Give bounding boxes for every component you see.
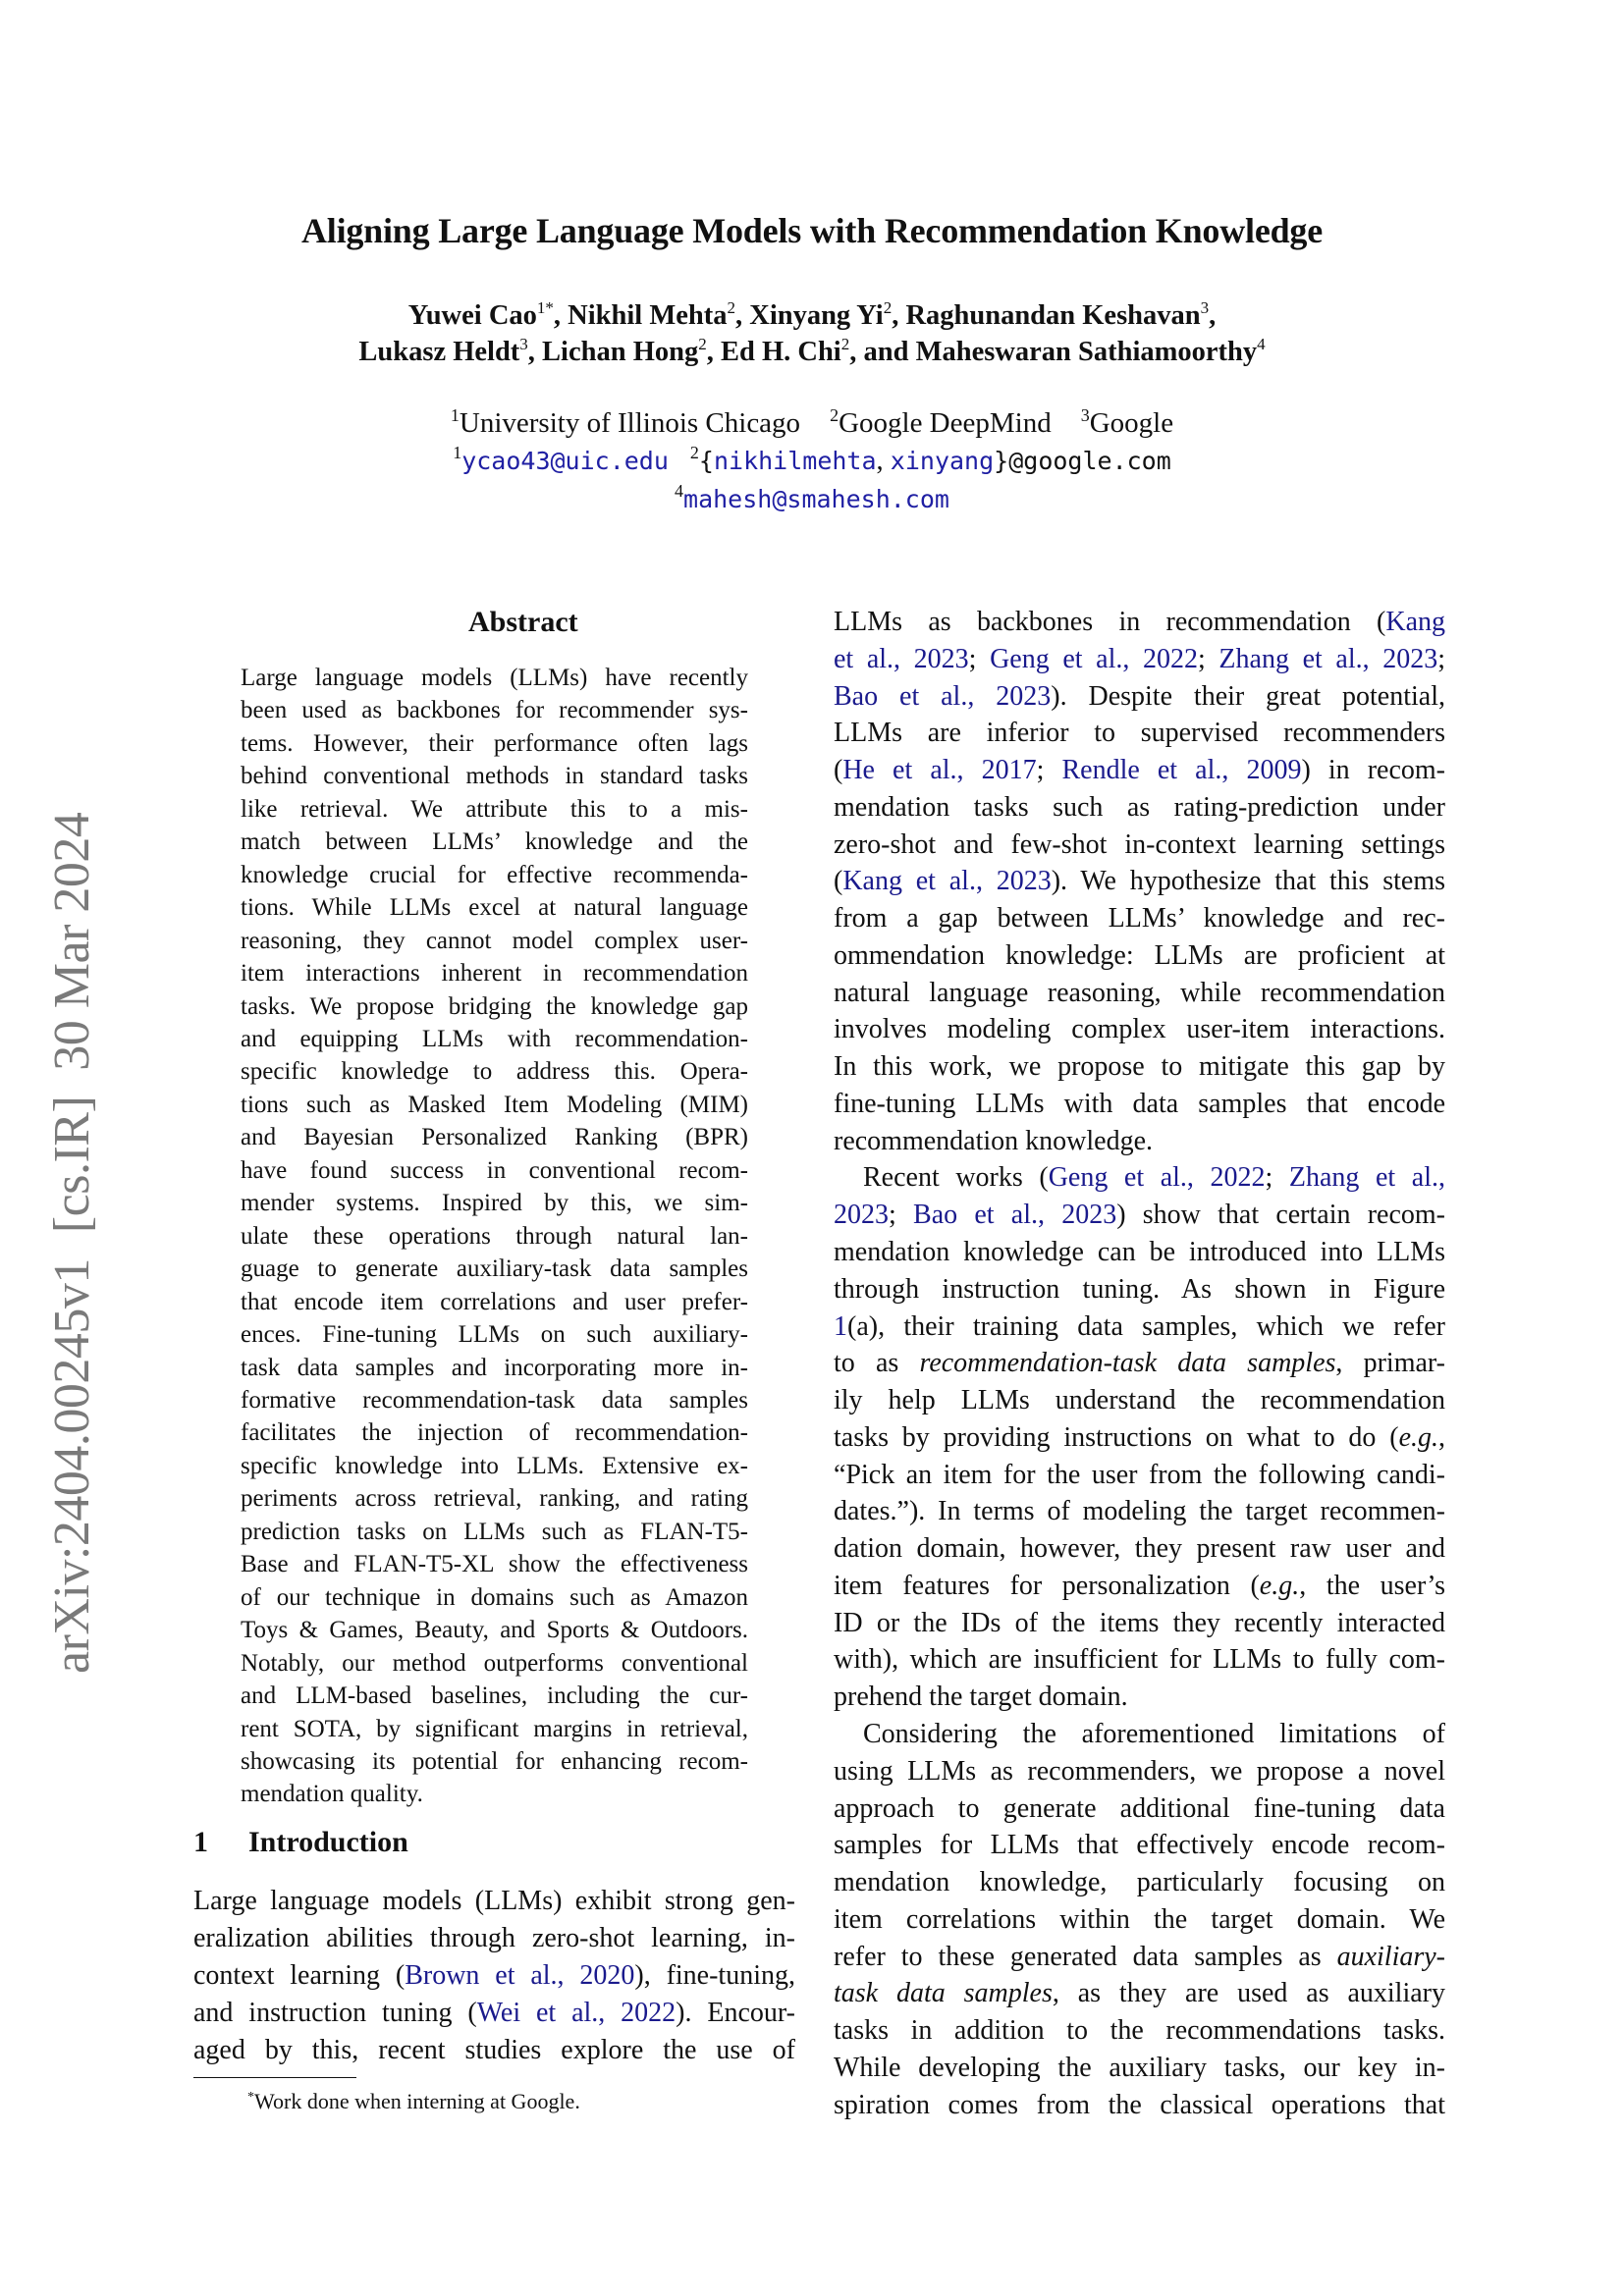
figure-reference-link[interactable]: 1 (834, 1310, 847, 1342)
citation-link[interactable]: Kang et al., 2023 (842, 866, 1052, 897)
text-line (834, 641, 1445, 678)
text-line: dates.”). In terms of modeling the target recommen- (834, 1496, 1445, 1527)
text-line: mendation tasks such as rating-prediction under (834, 791, 1445, 823)
text: item features for personalization ( (834, 1570, 1260, 1601)
author-name: Xinyang Yi (749, 300, 884, 331)
author-mark: 4 (1257, 335, 1266, 353)
arxiv-category: [cs.IR] (44, 1095, 100, 1234)
text: ( (834, 866, 843, 897)
abstract-line: facilitates the injection of recommendation- (241, 1419, 748, 1447)
abstract-line: have found success in conventional recom- (241, 1156, 748, 1184)
text-line: samples for LLMs that effectively encode recom- (834, 1830, 1445, 1861)
text-line: natural language reasoning, while recommendation (834, 977, 1445, 1008)
text-line (834, 1568, 1445, 1605)
abstract-line: ulate these operations through natural lan- (241, 1222, 748, 1250)
abstract-line: Large language models (LLMs) have recently (241, 665, 748, 691)
text-line: involves modeling complex user-item interactions. (834, 1014, 1445, 1045)
email-domain: @google.com (1008, 447, 1171, 475)
abstract-body (241, 662, 748, 1811)
text-line: using LLMs as recommenders, we propose a novel (834, 1755, 1445, 1787)
citation-link[interactable]: Bao et al., 2023 (913, 1200, 1117, 1231)
footnote-divider (193, 2077, 356, 2078)
text: ). We hypothesize that this stems (1051, 866, 1446, 897)
affiliation-mark: 3 (1080, 405, 1090, 425)
abstract-line: that encode item correlations and user prefer- (241, 1288, 748, 1315)
abstract-heading: Abstract (468, 606, 578, 638)
arxiv-date: 30 Mar 2024 (44, 812, 100, 1071)
text-line: aged by this, recent studies explore the use of (193, 2034, 795, 2065)
text: (a), their training data samples, which we refer (847, 1310, 1445, 1342)
text-line (834, 1197, 1445, 1234)
abstract-line: tions such as Masked Item Modeling (MIM) (241, 1091, 748, 1118)
abstract-line: of our technique in domains such as Amazon (241, 1583, 748, 1611)
author-list-line-2: Lukasz Heldt$^3$, Lichan Hong$^2$, Ed H. Chi$^2$, and Maheswaran Sathiamoorthy$^4$ (358, 335, 1266, 367)
brace-close: } (994, 447, 1009, 475)
text: , as they are used as auxiliary (1052, 1978, 1445, 2009)
text: tasks by providing instructions on what to do ( (834, 1421, 1399, 1453)
text: refer to these generated data samples as (834, 1941, 1337, 1972)
author-name: Yuwei Cao (407, 300, 537, 331)
emphasis: auxiliary- (1336, 1941, 1445, 1972)
text-line (834, 752, 1445, 789)
citation-link[interactable]: He et al., 2017 (842, 755, 1037, 786)
text-line: fine-tuning LLMs with data samples that encode (834, 1088, 1445, 1119)
text: and instruction tuning ( (193, 1997, 477, 2028)
abstract-line: item interactions inherent in recommendation (241, 960, 748, 988)
citation-link[interactable]: Brown et al., 2020 (405, 1959, 635, 1991)
email-mark: 4 (675, 481, 684, 501)
citation-link[interactable]: Rendle et al., 2009 (1061, 755, 1302, 786)
affiliation-mark: 1 (450, 405, 460, 425)
text-line: Considering the aforementioned limitations of (863, 1718, 1445, 1749)
abstract-line: and Bayesian Personalized Ranking (BPR) (241, 1124, 748, 1151)
email-link-mahesh[interactable]: mahesh@smahesh.com (683, 485, 949, 513)
section-number: 1 (193, 1826, 208, 1858)
author-mark: 2 (698, 335, 707, 353)
abstract-line: Notably, our method outperforms conventional (241, 1649, 748, 1677)
abstract-line: guage to generate auxiliary-task data samples (241, 1255, 748, 1283)
footnote-mark: * (247, 2090, 254, 2105)
abstract-line: specific knowledge into LLMs. Extensive ex- (241, 1452, 748, 1479)
abstract-line: task data samples and incorporating more in- (241, 1354, 748, 1381)
text-line (193, 1957, 795, 1995)
author-mark: 3 (519, 335, 528, 353)
text: ( (834, 755, 843, 786)
affiliation-name: Google (1089, 407, 1174, 439)
section-heading-introduction (193, 1826, 408, 1859)
citation-link[interactable]: Kang (1385, 607, 1445, 637)
citation-link[interactable]: et al., 2023 (834, 643, 969, 674)
text-line: approach to generate additional fine-tuning data (834, 1792, 1445, 1824)
citation-link[interactable]: Geng et al., 2022 (990, 643, 1199, 674)
text-line (193, 1995, 795, 2032)
text: , (1438, 1421, 1445, 1453)
text: ) in recom- (1301, 755, 1445, 786)
text-line: ommendation knowledge: LLMs are proficient at (834, 939, 1445, 971)
arxiv-id: arXiv:2404.00245v1 (44, 1258, 100, 1674)
text: ; (1437, 643, 1446, 674)
abstract-line: tasks. We propose bridging the knowledge gap (241, 992, 748, 1020)
abstract-line: mender systems. Inspired by this, we sim- (241, 1190, 748, 1217)
abstract-line: rent SOTA, by significant margins in retrieval, (241, 1715, 748, 1742)
abstract-line: like retrieval. We attribute this to a mis- (241, 795, 748, 823)
abstract-line: tions. While LLMs excel at natural language (241, 894, 748, 922)
abstract-line: formative recommendation-task data samples (241, 1386, 748, 1414)
citation-link[interactable]: Geng et al., 2022 (1048, 1162, 1266, 1194)
abstract-line: tems. However, their performance often lags (241, 729, 748, 757)
text: context learning ( (193, 1959, 406, 1991)
abstract-line: mendation quality. (241, 1781, 423, 1808)
text-line (834, 1975, 1445, 2012)
affiliation-name: Google DeepMind (839, 407, 1052, 439)
citation-link[interactable]: Wei et al., 2022 (476, 1997, 677, 2028)
text: ; (1265, 1162, 1289, 1194)
abstract-line: knowledge crucial for effective recommenda- (241, 861, 748, 888)
abstract-line: reasoning, they cannot model complex user- (241, 927, 748, 954)
author-name: Raghunandan Keshavan (905, 300, 1201, 331)
emphasis: e.g. (1259, 1570, 1300, 1601)
citation-link[interactable]: Zhang et al., (1288, 1162, 1446, 1194)
text-line: tasks in addition to the recommendations tasks. (834, 2015, 1445, 2047)
author-mark: 2 (883, 298, 893, 317)
text: ; (968, 643, 991, 674)
text-line (834, 678, 1445, 716)
abstract-line: behind conventional methods in standard tasks (241, 763, 748, 790)
abstract-line: ences. Fine-tuning LLMs on such auxiliary- (241, 1321, 748, 1349)
text-line (834, 604, 1445, 641)
author-name: Lichan Hong (542, 337, 699, 367)
abstract-line: showcasing its potential for enhancing recom- (241, 1747, 748, 1775)
text: ). Encour- (676, 1997, 795, 2028)
text-line: item correlations within the target domain. We (834, 1903, 1445, 1935)
text-line: “Pick an item for the user from the following candi- (834, 1459, 1445, 1490)
text-line: While developing the auxiliary tasks, our key in- (834, 2052, 1445, 2083)
affiliation-name: University of Illinois Chicago (459, 407, 801, 439)
footnote (247, 2089, 580, 2114)
email-line-2 (0, 481, 1624, 515)
citation-link[interactable]: Bao et al., 2023 (834, 680, 1052, 712)
text: Recent works ( (863, 1162, 1049, 1194)
text-line: mendation knowledge can be introduced into LLMs (834, 1237, 1445, 1268)
text-line: dation domain, however, they present raw user and (834, 1533, 1445, 1565)
abstract-line: prediction tasks on LLMs such as FLAN-T5- (241, 1518, 748, 1545)
text-line (834, 1345, 1445, 1382)
abstract-line: and equipping LLMs with recommendation- (241, 1025, 748, 1052)
introduction-right-column (834, 604, 1445, 2123)
abstract-line: Toys & Games, Beauty, and Sports & Outdoors. (241, 1617, 748, 1644)
arxiv-identifier-stamp (43, 702, 102, 1674)
text: ; (889, 1200, 914, 1231)
email-mark: 1 (453, 443, 462, 462)
text-line: with), which are insufficient for LLMs to fully com- (834, 1644, 1445, 1676)
text: ; (1036, 755, 1062, 786)
text-line: prehend the target domain. (834, 1682, 1128, 1713)
text: , the user’s (1299, 1570, 1445, 1601)
text-line: Large language models (LLMs) exhibit strong gen- (193, 1886, 795, 1916)
text: LLMs as backbones in recommendation ( (834, 607, 1386, 637)
citation-link[interactable]: 2023 (834, 1200, 889, 1231)
text-line: from a gap between LLMs’ knowledge and rec- (834, 903, 1445, 934)
author-mark: 1* (536, 298, 554, 317)
email-separator: , (876, 446, 891, 476)
text: to as (834, 1348, 920, 1379)
email-mark: 2 (689, 443, 699, 462)
email-link-ycao[interactable]: ycao43@uic.edu (461, 447, 669, 475)
footnote-text: Work done when interning at Google. (254, 2089, 580, 2113)
author-name: Lukasz Heldt (358, 337, 520, 367)
author-mark: 2 (727, 298, 735, 317)
emphasis: task data samples (834, 1978, 1053, 2009)
author-name: Nikhil Mehta (568, 300, 728, 331)
author-mark: 3 (1200, 298, 1210, 317)
abstract-line: periments across retrieval, ranking, and rating (241, 1485, 748, 1513)
email-line-1 (0, 443, 1624, 477)
emphasis: e.g. (1398, 1421, 1438, 1453)
text: ), fine-tuning, (634, 1959, 795, 1991)
abstract-line: and LLM-based baselines, including the cur- (241, 1682, 748, 1710)
citation-link[interactable]: Zhang et al., 2023 (1218, 643, 1438, 674)
author-mark: 2 (840, 335, 850, 353)
text: ) show that certain recom- (1116, 1200, 1445, 1231)
abstract-line: Base and FLAN-T5-XL show the effectiveness (241, 1551, 748, 1578)
text-line: ID or the IDs of the items they recently interacted (834, 1607, 1445, 1638)
affiliation-mark: 2 (830, 405, 839, 425)
paper-title: Aligning Large Language Models with Recommendation Knowledge (300, 211, 1324, 250)
text-line (834, 1939, 1445, 1976)
text-line: eralization abilities through zero-shot learning, in- (193, 1922, 795, 1953)
text-line: recommendation knowledge. (834, 1125, 1154, 1156)
text-line: LLMs are inferior to supervised recommenders (834, 718, 1445, 749)
text-line: ily help LLMs understand the recommendation (834, 1385, 1445, 1416)
abstract-line: been used as backbones for recommender sys- (241, 697, 748, 724)
author-name: Maheswaran Sathiamoorthy (915, 337, 1258, 367)
section-title: Introduction (248, 1826, 408, 1858)
emphasis: recommendation-task data samples (919, 1348, 1336, 1379)
author-name: Ed H. Chi (720, 337, 841, 367)
text-line (834, 863, 1445, 900)
abstract-line: match between LLMs’ knowledge and the (241, 828, 748, 856)
email-link-nikhilmehta[interactable]: nikhilmehta (713, 447, 877, 475)
text-line: In this work, we propose to mitigate this gap by (834, 1051, 1445, 1083)
text: ; (1198, 643, 1219, 674)
author-joiner: and (863, 337, 909, 367)
affiliations (0, 407, 1624, 440)
text-line: through instruction tuning. As shown in Figure (834, 1273, 1445, 1305)
text: ). Despite their great potential, (1051, 680, 1445, 712)
text-line: zero-shot and few-shot in-context learning settings (834, 828, 1445, 860)
introduction-left-column (193, 1883, 795, 2069)
text-line (834, 1419, 1445, 1457)
text-line: mendation knowledge, particularly focusing on (834, 1867, 1445, 1898)
brace-open: { (698, 447, 714, 475)
text: , primar- (1335, 1348, 1445, 1379)
text-line (834, 1308, 1445, 1346)
text-line: spiration comes from the classical operations that (834, 2089, 1445, 2120)
email-link-xinyang[interactable]: xinyang (890, 447, 995, 475)
author-list-line-1: Yuwei Cao$^{1*}$, Nikhil Mehta$^2$, Xinyang Yi$^2$, Raghunandan Keshavan$^3$, (407, 298, 1217, 331)
abstract-line: specific knowledge to address this. Opera- (241, 1058, 748, 1086)
text-line (834, 1159, 1445, 1197)
